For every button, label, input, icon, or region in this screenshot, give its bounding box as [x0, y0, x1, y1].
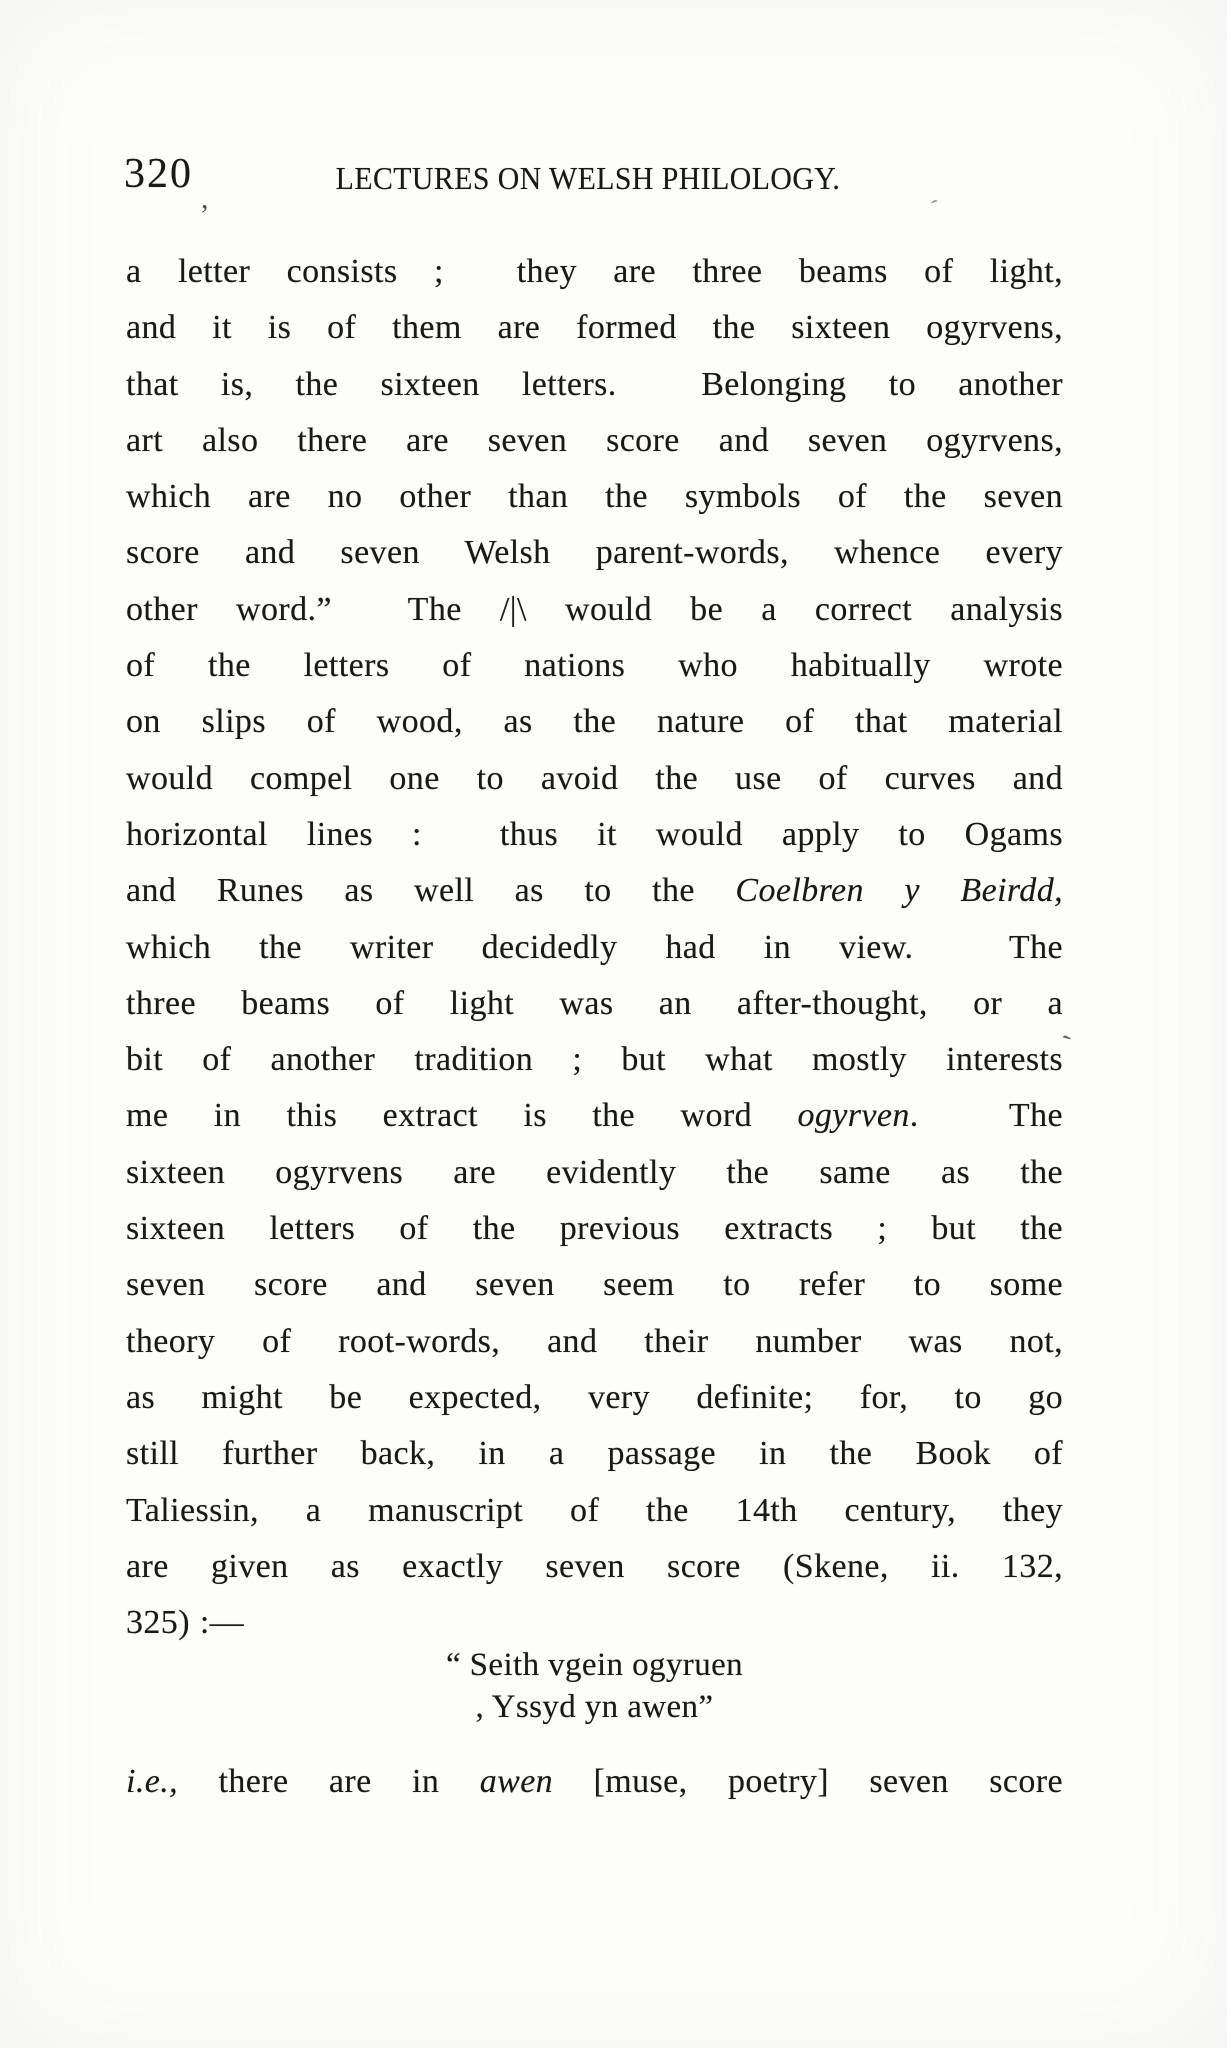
text-segment: three beams of light was an after-thought, or a [126, 984, 1063, 1022]
text-line [126, 920, 1063, 976]
text-segment: that is, the sixteen letters. Belonging to another [126, 365, 1063, 403]
text-segment: theory of root-words, and their number was not, [126, 1322, 1063, 1360]
text-segment: horizontal lines : thus it would apply to Ogams [126, 815, 1063, 853]
scan-artifact-tick: ´ [921, 193, 942, 228]
text-line [126, 244, 1063, 300]
text-segment: me in this extract is the word [126, 1097, 798, 1135]
text-segment: which the writer decidedly had in view. The [126, 928, 1063, 966]
text-segment: a letter consists ; they are three beams of light, [126, 253, 1063, 290]
text-line [126, 863, 1063, 919]
text-line [126, 694, 1063, 750]
text-segment: [muse, poetry] seven score [553, 1763, 1063, 1800]
text-line [126, 357, 1063, 413]
text-segment: there are in [178, 1763, 480, 1800]
text-line [126, 807, 1063, 863]
text-segment: score and seven Welsh parent-words, whence every [126, 534, 1063, 572]
text-segment: still further back, in a passage in the Book of [126, 1435, 1063, 1473]
text-line [126, 1088, 1063, 1144]
text-line [126, 469, 1063, 525]
text-line [126, 525, 1063, 581]
text-line [126, 1032, 1063, 1088]
running-title: LECTURES ON WELSH PHILOLOGY. [335, 160, 841, 196]
text-segment: would compel one to avoid the use of curves and [126, 759, 1063, 797]
scan-artifact-comma: , [201, 182, 209, 215]
text-segment: . The [909, 1097, 1063, 1135]
verse-line-2: , Yssyd yn awen” [475, 1688, 714, 1725]
italic-text: ogyrven [797, 1097, 910, 1135]
text-segment: 325) :— [126, 1604, 245, 1642]
text-segment: and it is of them are formed the sixteen ogyrvens, [126, 309, 1063, 347]
body-paragraph [126, 244, 1063, 1651]
italic-text: awen [479, 1763, 554, 1800]
text-segment: on slips of wood, as the nature of that material [126, 703, 1063, 741]
text-segment: which are no other than the symbols of the seven [126, 478, 1063, 516]
text-line [126, 1201, 1063, 1257]
text-segment: are given as exactly seven score (Skene, ii. 132, [126, 1547, 1063, 1585]
text-line [126, 413, 1063, 469]
text-line [126, 1145, 1063, 1201]
text-line [126, 1483, 1063, 1539]
italic-text: i.e., [126, 1763, 179, 1800]
text-segment: bit of another tradition ; but what mostly interests [126, 1041, 1063, 1079]
text-line [126, 1539, 1063, 1595]
text-line [126, 1314, 1063, 1370]
text-segment: sixteen ogyrvens are evidently the same as the [126, 1153, 1063, 1191]
text-line [126, 1426, 1063, 1482]
text-line [126, 638, 1063, 694]
text-line [126, 976, 1063, 1032]
text-segment: sixteen letters of the previous extracts ; but the [126, 1210, 1063, 1248]
scan-artifact-margin-mark: ‵ [1059, 1029, 1088, 1064]
closing-line [126, 1754, 1063, 1810]
text-line [126, 582, 1063, 638]
text-line [126, 751, 1063, 807]
text-line [126, 300, 1063, 356]
verse-line-1: “ Seith vgein ogyruen [445, 1647, 744, 1683]
text-segment: seven score and seven seem to refer to some [126, 1266, 1063, 1304]
italic-text: Coelbren y Beirdd, [735, 872, 1063, 910]
text-line [126, 1370, 1063, 1426]
text-segment: as might be expected, very definite; for, to go [126, 1378, 1063, 1416]
page-number: 320 [124, 151, 193, 197]
text-line [126, 1257, 1063, 1313]
text-segment: Taliessin, a manuscript of the 14th century, they [126, 1491, 1063, 1529]
text-segment: of the letters of nations who habitually wrote [126, 647, 1063, 685]
text-segment: and Runes as well as to the [126, 872, 736, 910]
verse-quote [126, 1645, 1063, 1728]
text-line [126, 1595, 1063, 1651]
text-segment: other word.” The /|\ would be a correct analysis [126, 590, 1063, 628]
text-segment: art also there are seven score and seven ogyrvens, [126, 421, 1063, 459]
